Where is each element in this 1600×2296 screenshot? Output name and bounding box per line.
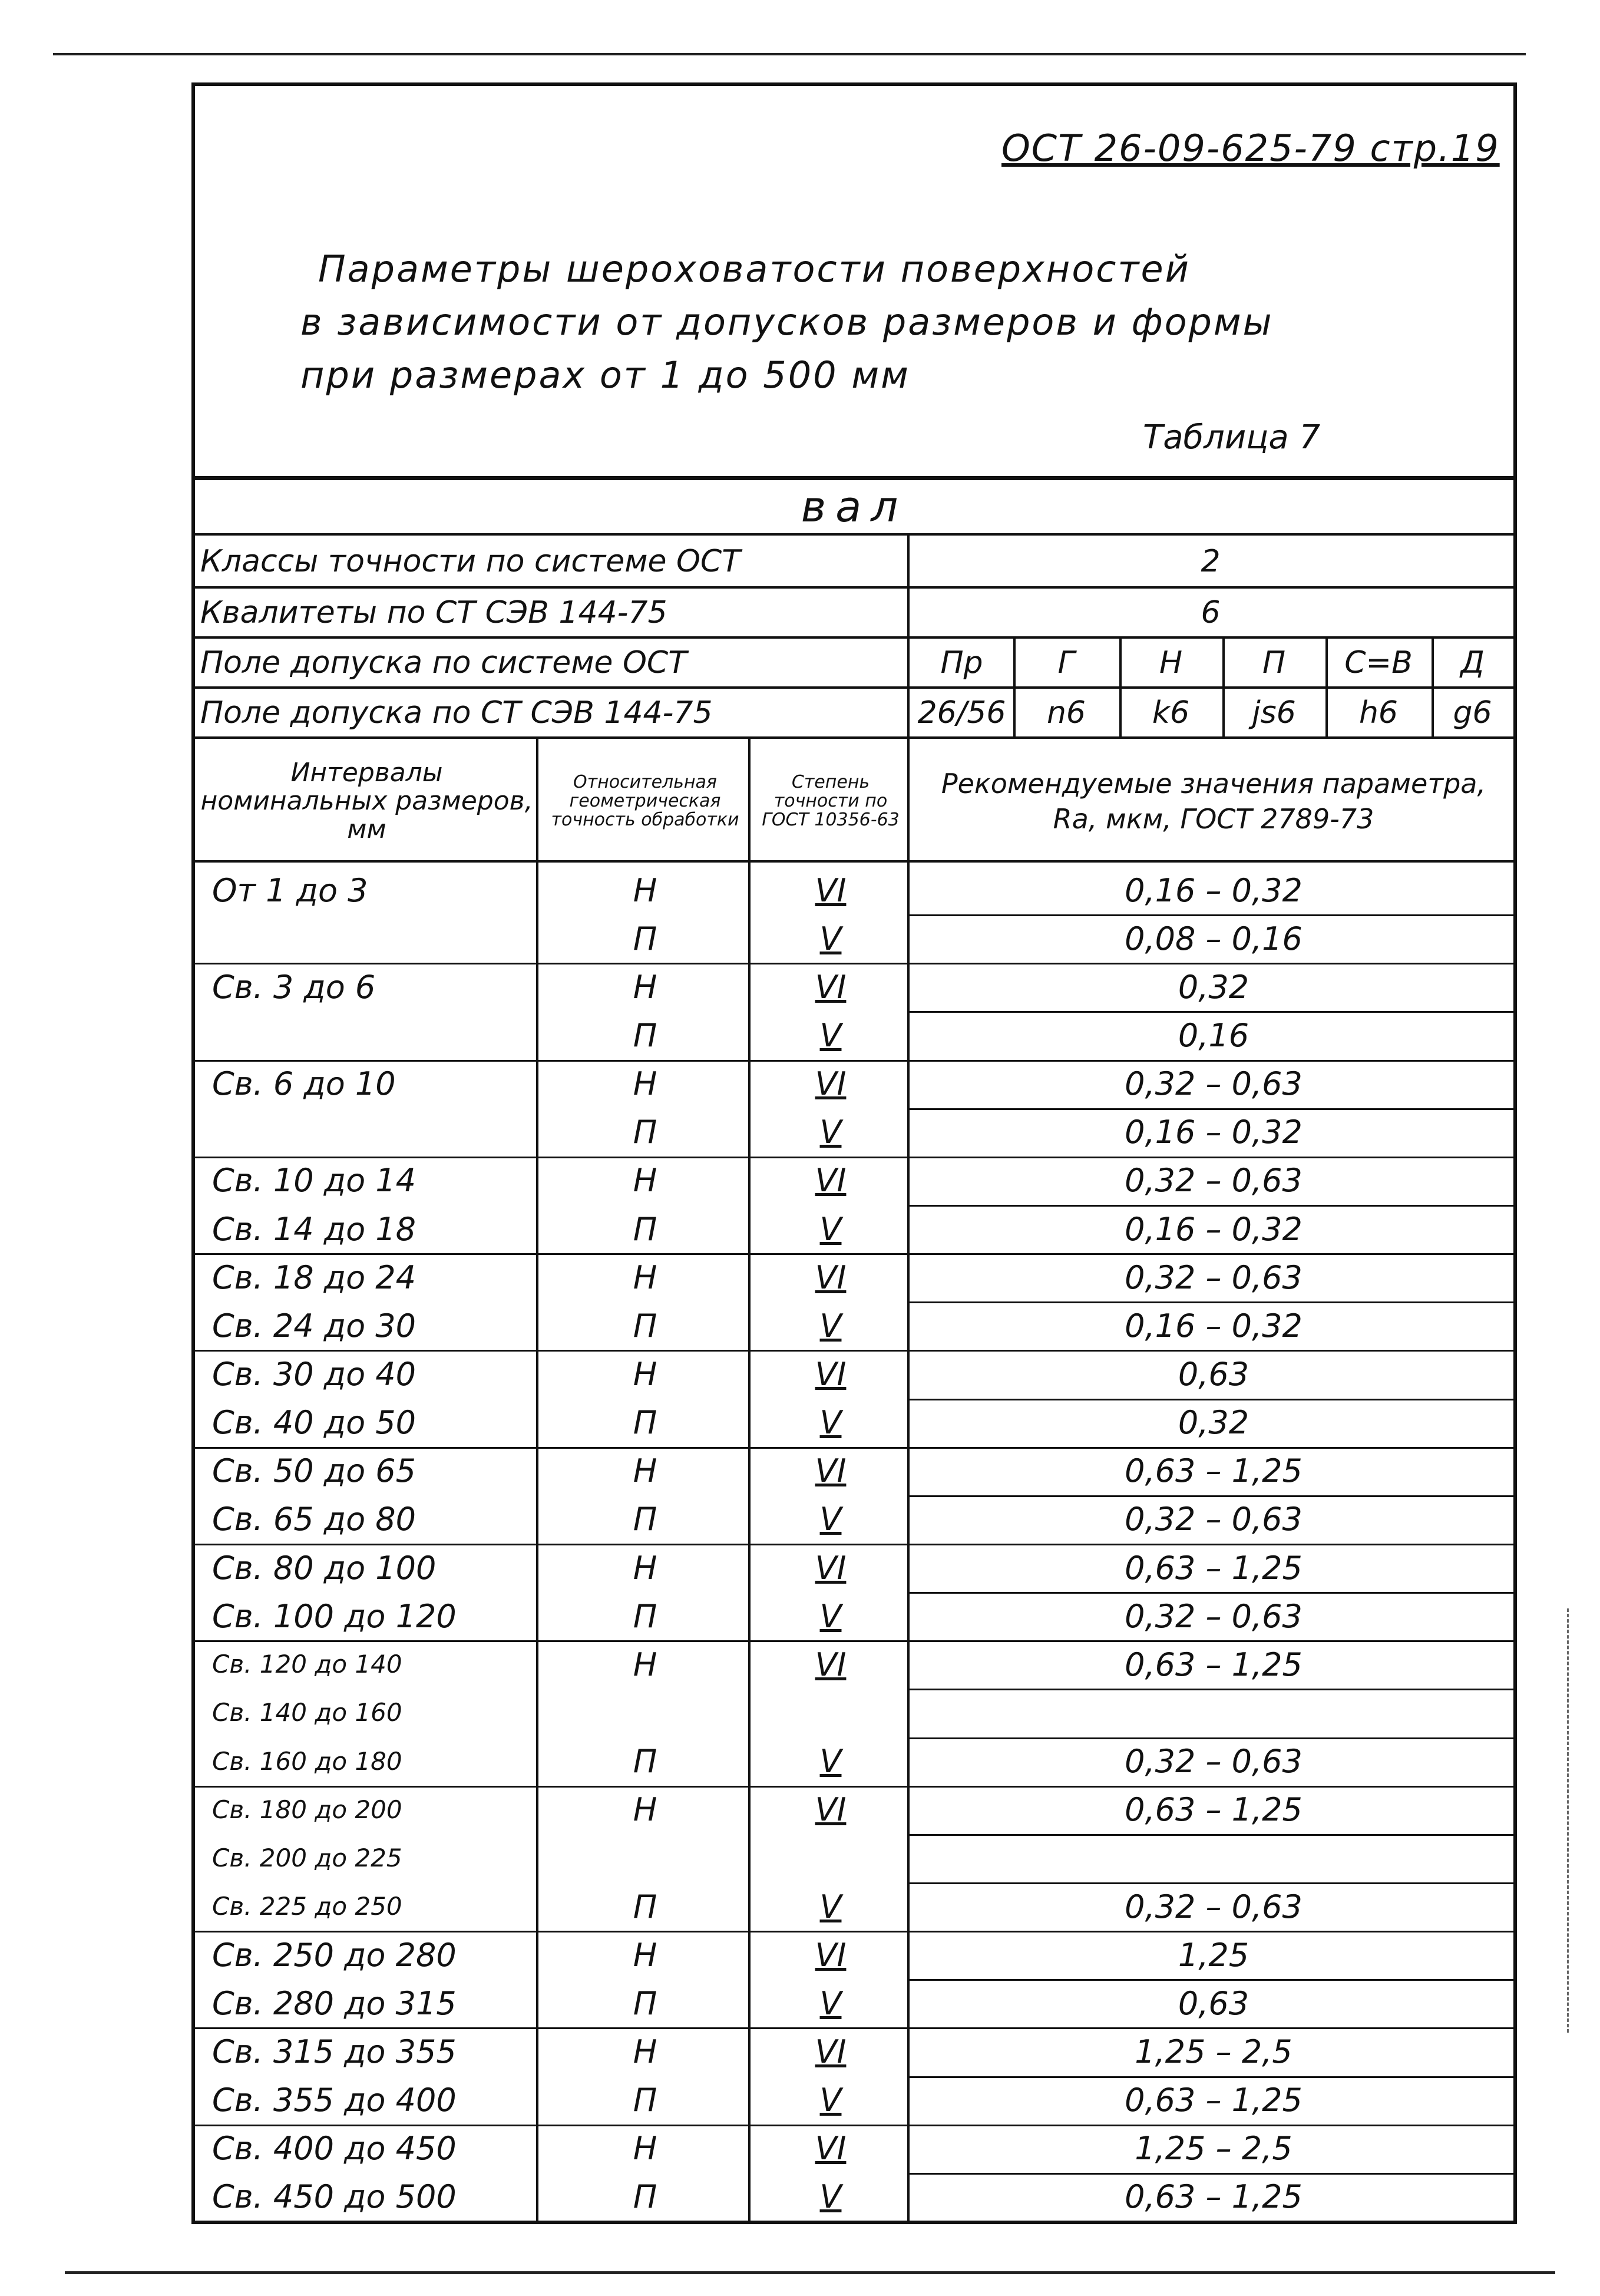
field-ost-label: Поле допуска по системе ОСТ [200, 645, 687, 680]
row-degree: VI [815, 1646, 847, 1683]
row-interval: Св. 18 до 24 [212, 1258, 416, 1296]
row-value: 0,32 – 0,63 [1125, 1162, 1303, 1200]
row-accuracy: П [633, 1210, 657, 1248]
row-value: 0,16 – 0,32 [1125, 1210, 1303, 1248]
row-interval: Св. 100 до 120 [212, 1597, 457, 1635]
row-interval: Св. 120 до 140 [212, 1650, 402, 1679]
row-accuracy: П [633, 1016, 657, 1054]
document-code: ОСТ 26-09-625-79 стр.19 [1001, 127, 1500, 170]
grid-col-line [1119, 636, 1122, 736]
row-interval: От 1 до 3 [212, 871, 368, 909]
row-value: 0,16 [1178, 1016, 1249, 1054]
col-degree-header: Степень точности по ГОСТ 10356-63 [762, 771, 900, 830]
row-accuracy: П [633, 1307, 657, 1344]
row-degree: VI [815, 1258, 847, 1296]
row-degree: V [819, 1307, 842, 1344]
row-interval: Св. 80 до 100 [212, 1549, 437, 1587]
row-value: 0,32 [1178, 1404, 1249, 1442]
row-value: 0,63 – 1,25 [1125, 1549, 1303, 1587]
row-interval: Св. 40 до 50 [212, 1404, 416, 1442]
row-accuracy: П [633, 1597, 657, 1635]
row-interval: Св. 280 до 315 [212, 1984, 457, 2022]
row-value: 0,32 – 0,63 [1125, 1743, 1303, 1780]
row-accuracy: Н [633, 1355, 657, 1393]
row-value: 0,16 – 0,32 [1125, 871, 1303, 909]
sheet-edge-right [1567, 1608, 1569, 2033]
col-accuracy-header: Относительная геометрическая точность обработки [551, 771, 739, 830]
row-degree: V [819, 2178, 842, 2216]
row-degree [751, 1834, 910, 1882]
row-degree: VI [815, 1065, 847, 1103]
field-ost-cell: С=В [1344, 645, 1413, 680]
row-value: 0,63 – 1,25 [1125, 1452, 1303, 1490]
sheet-edge-bottom [65, 2271, 1555, 2274]
row-accuracy [542, 1834, 748, 1882]
row-accuracy: П [633, 2178, 657, 2216]
row-value: 0,63 – 1,25 [1125, 2178, 1303, 2216]
grid-row-line [195, 736, 1513, 739]
row-degree: VI [815, 1936, 847, 1974]
title-line-2: в зависимости от допусков размеров и формы [300, 300, 1274, 343]
row-accuracy: Н [633, 2033, 657, 2070]
row-value: 0,63 – 1,25 [1125, 1791, 1303, 1829]
row-accuracy: Н [633, 1646, 657, 1683]
row-value: 0,32 [1178, 968, 1249, 1006]
row-interval: Св. 200 до 225 [212, 1843, 402, 1872]
row-degree: VI [815, 2130, 847, 2168]
row-degree: V [819, 2082, 842, 2119]
row-degree: VI [815, 1162, 847, 1200]
row-accuracy: Н [633, 2130, 657, 2168]
row-accuracy: П [633, 1984, 657, 2022]
row-accuracy: Н [633, 871, 657, 909]
row-accuracy: Н [633, 1258, 657, 1296]
grid-col-line [536, 736, 538, 2224]
title-line-1: Параметры шероховатости поверхностей [318, 247, 1191, 290]
field-ost-cell: П [1262, 645, 1286, 680]
row-degree: V [819, 1501, 842, 1538]
row-interval: Св. 10 до 14 [212, 1162, 416, 1200]
row-interval: Св. 24 до 30 [212, 1307, 416, 1344]
classes-label: Классы точности по системе ОСТ [200, 543, 741, 579]
row-degree: V [819, 1888, 842, 1925]
grid-col-line [1013, 636, 1016, 736]
row-accuracy: П [633, 1888, 657, 1925]
row-degree: V [819, 920, 842, 957]
row-accuracy: Н [633, 1549, 657, 1587]
row-value: 0,16 – 0,32 [1125, 1307, 1303, 1344]
grid-col-line [748, 736, 751, 2224]
row-interval [212, 914, 536, 963]
row-value: 0,63 – 1,25 [1125, 2082, 1303, 2119]
row-accuracy: Н [633, 1791, 657, 1829]
grid-row-line [195, 586, 1513, 589]
row-interval: Св. 225 до 250 [212, 1892, 402, 1921]
row-degree: VI [815, 1791, 847, 1829]
grid-row-line [195, 686, 1513, 689]
row-value: 0,32 – 0,63 [1125, 1501, 1303, 1538]
field-ost-cell: Пр [940, 645, 983, 680]
field-sev-cell: g6 [1453, 695, 1492, 731]
row-accuracy: Н [633, 1065, 657, 1103]
row-degree: VI [815, 968, 847, 1006]
row-degree: V [819, 1114, 842, 1151]
row-accuracy: Н [633, 1452, 657, 1490]
field-ost-cell: Н [1159, 645, 1183, 680]
field-sev-cell: k6 [1152, 695, 1190, 731]
row-value: 0,32 – 0,63 [1125, 1065, 1303, 1103]
row-value: 0,63 [1178, 1984, 1249, 2022]
col-interval-header: Интервалы номинальных размеров, мм [200, 757, 533, 844]
col-recommended-header: Рекомендуемые значения параметра, Ra, мкм, ГОСТ 2789-73 [941, 767, 1486, 835]
grid-row-line [195, 533, 1513, 536]
field-sev-label: Поле допуска по СТ СЭВ 144-75 [200, 695, 713, 731]
row-degree: VI [815, 871, 847, 909]
row-interval: Св. 30 до 40 [212, 1355, 416, 1393]
row-degree: V [819, 1597, 842, 1635]
field-sev-cell: n6 [1046, 695, 1086, 731]
grid-col-line [1432, 636, 1434, 736]
title-line-3: при размерах от 1 до 500 мм [300, 354, 910, 397]
grid-col-line [1325, 636, 1328, 736]
row-value: 0,63 – 1,25 [1125, 1646, 1303, 1683]
shaft-heading: вал [801, 482, 908, 531]
row-accuracy [542, 1689, 748, 1737]
row-accuracy: П [633, 1501, 657, 1538]
row-interval: Св. 180 до 200 [212, 1795, 402, 1824]
row-value: 0,63 [1178, 1355, 1249, 1393]
row-value: 1,25 [1178, 1936, 1249, 1974]
field-sev-cell: js6 [1252, 695, 1296, 731]
row-interval: Св. 6 до 10 [212, 1065, 396, 1103]
row-value: 0,32 – 0,63 [1125, 1258, 1303, 1296]
row-interval: Св. 400 до 450 [212, 2130, 457, 2168]
row-interval: Св. 450 до 500 [212, 2178, 457, 2216]
row-value: 0,32 – 0,63 [1125, 1597, 1303, 1635]
row-degree: VI [815, 2033, 847, 2070]
row-accuracy: П [633, 2082, 657, 2119]
grid-col-line [1222, 636, 1225, 736]
row-value: 0,08 – 0,16 [1125, 920, 1303, 957]
row-degree: V [819, 1210, 842, 1248]
row-accuracy: П [633, 1404, 657, 1442]
grid-row-line [195, 860, 1513, 863]
row-accuracy: П [633, 1114, 657, 1151]
row-degree: VI [815, 1355, 847, 1393]
qualities-value: 6 [1201, 595, 1221, 630]
row-degree: VI [815, 1549, 847, 1587]
row-value: 0,32 – 0,63 [1125, 1888, 1303, 1925]
row-interval: Св. 50 до 65 [212, 1452, 416, 1490]
row-interval: Св. 14 до 18 [212, 1210, 416, 1248]
qualities-label: Квалитеты по СТ СЭВ 144-75 [200, 595, 667, 630]
field-ost-cell: Д [1460, 645, 1485, 680]
grid-row-line [195, 636, 1513, 639]
row-degree [751, 1689, 910, 1737]
field-ost-cell: Г [1057, 645, 1075, 680]
row-interval [212, 1011, 536, 1059]
row-value [916, 1834, 1511, 1882]
row-interval: Св. 315 до 355 [212, 2033, 457, 2070]
row-interval: Св. 3 до 6 [212, 968, 376, 1006]
row-degree: V [819, 1404, 842, 1442]
row-value: 0,16 – 0,32 [1125, 1114, 1303, 1151]
row-value: 1,25 – 2,5 [1135, 2130, 1292, 2168]
header-divider [191, 476, 1517, 480]
row-degree: V [819, 1743, 842, 1780]
row-interval: Св. 160 до 180 [212, 1746, 402, 1776]
row-degree: V [819, 1984, 842, 2022]
row-value: 1,25 – 2,5 [1135, 2033, 1292, 2070]
row-value [916, 1689, 1511, 1737]
row-degree: VI [815, 1452, 847, 1490]
classes-value: 2 [1201, 543, 1221, 579]
field-sev-cell: h6 [1358, 695, 1399, 731]
row-accuracy: Н [633, 968, 657, 1006]
row-interval: Св. 250 до 280 [212, 1936, 457, 1974]
field-sev-cell: 26/56 [917, 695, 1006, 731]
row-interval: Св. 355 до 400 [212, 2082, 457, 2119]
row-accuracy: П [633, 920, 657, 957]
sheet-edge-top [53, 53, 1526, 55]
row-interval: Св. 140 до 160 [212, 1698, 402, 1727]
row-interval: Св. 65 до 80 [212, 1501, 416, 1538]
row-accuracy: П [633, 1743, 657, 1780]
row-accuracy: Н [633, 1936, 657, 1974]
row-interval [212, 1108, 536, 1157]
table-number: Таблица 7 [1143, 418, 1321, 457]
row-degree: V [819, 1016, 842, 1054]
row-accuracy: Н [633, 1162, 657, 1200]
